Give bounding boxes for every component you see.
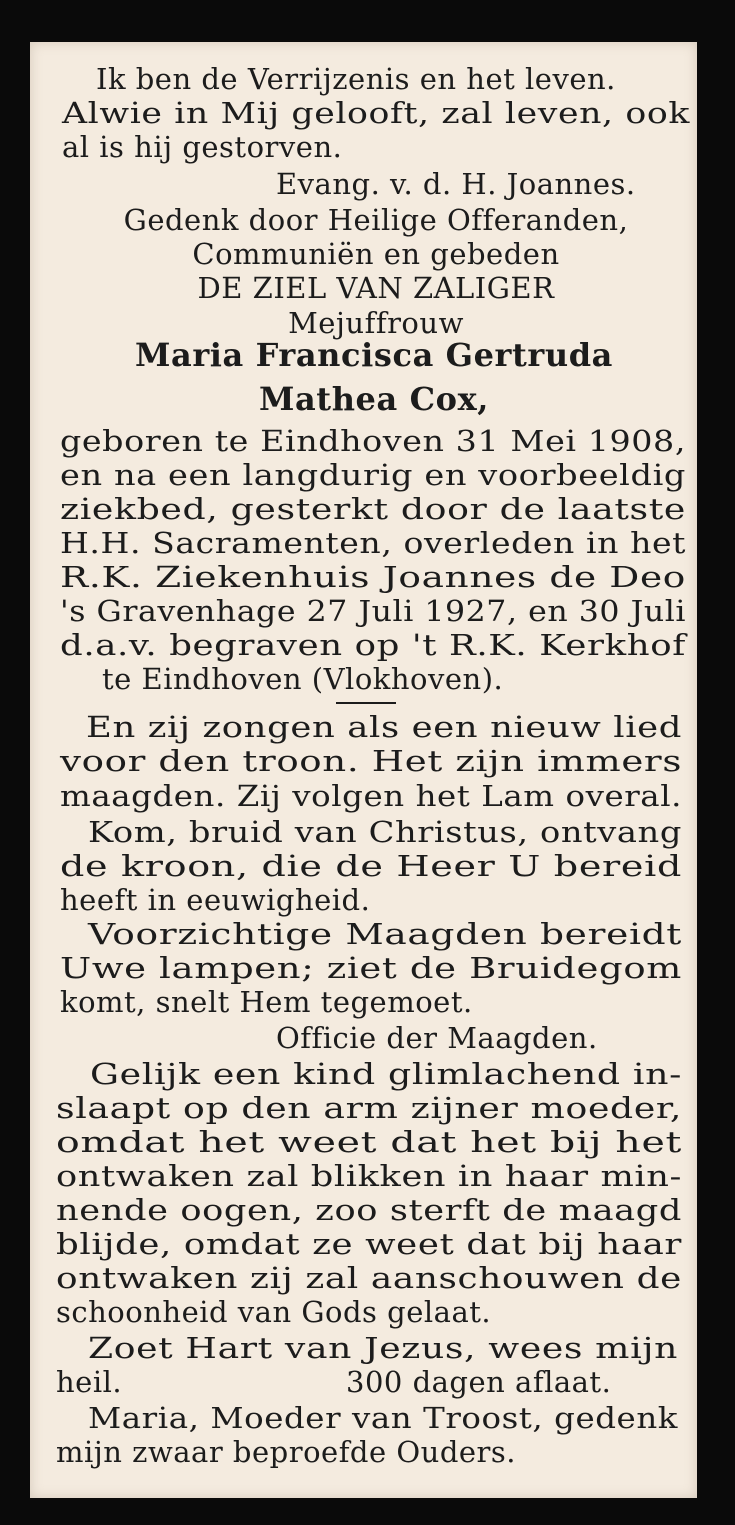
meditation-line-3: omdat het weet dat het bij het — [56, 1125, 682, 1159]
biography-line-8: te Eindhoven (Vlokhoven). — [102, 662, 504, 696]
title-mejuffrouw: Mejuffrouw — [288, 306, 464, 340]
closing-prayer-line-2: mijn zwaar beproefde Ouders. — [56, 1435, 517, 1469]
deceased-name-line-1: Maria Francisca Gertruda — [134, 336, 614, 374]
meditation-line-2: slaapt op den arm zijner moeder, — [56, 1091, 682, 1125]
verse-line-1: En zij zongen als een nieuw lied — [86, 710, 682, 744]
biography-line-4: H.H. Sacramenten, overleden in het — [60, 526, 686, 560]
memorial-card — [30, 42, 697, 1498]
closing-prayer-line-1: Maria, Moeder van Troost, gedenk — [88, 1401, 678, 1435]
scripture-line-2: Alwie in Mij gelooft, zal leven, ook — [62, 96, 690, 130]
remembrance-line-2: Communiën en gebeden — [192, 237, 560, 271]
verse-line-2: voor den troon. Het zijn immers — [60, 744, 682, 778]
meditation-line-1: Gelijk een kind glimlachend in- — [90, 1057, 682, 1091]
verse-line-6: heeft in eeuwigheid. — [60, 883, 371, 917]
soul-heading: DE ZIEL VAN ZALIGER — [197, 271, 555, 305]
biography-line-2: en na een langdurig en voorbeeldig — [60, 458, 686, 492]
meditation-line-8: schoonheid van Gods gelaat. — [56, 1295, 492, 1329]
prayer-line-2: heil. — [56, 1365, 123, 1399]
meditation-line-6: blijde, omdat ze weet dat bij haar — [56, 1227, 682, 1261]
verse-line-8: Uwe lampen; ziet de Bruidegom — [60, 951, 682, 985]
scripture-source: Evang. v. d. H. Joannes. — [276, 167, 636, 201]
verse-line-5: de kroon, die de Heer U bereid — [60, 849, 682, 883]
biography-line-6: 's Gravenhage 27 Juli 1927, en 30 Juli — [60, 594, 686, 628]
remembrance-line-1: Gedenk door Heilige Offeranden, — [123, 203, 629, 237]
section-divider — [336, 702, 396, 704]
deceased-name-line-2: Mathea Cox, — [258, 380, 490, 418]
meditation-line-5: nende oogen, zoo sterft de maagd — [56, 1193, 682, 1227]
biography-line-7: d.a.v. begraven op 't R.K. Kerkhof — [60, 628, 686, 662]
verse-line-7: Voorzichtige Maagden bereidt — [88, 917, 682, 951]
scripture-line-3: al is hij gestorven. — [62, 130, 343, 164]
verse-line-3: maagden. Zij volgen het Lam overal. — [60, 779, 682, 813]
meditation-line-7: ontwaken zij zal aanschouwen de — [56, 1261, 682, 1295]
prayer-line-1: Zoet Hart van Jezus, wees mijn — [88, 1331, 678, 1365]
verse-line-9: komt, snelt Hem tegemoet. — [60, 985, 473, 1019]
biography-line-1: geboren te Eindhoven 31 Mei 1908, — [60, 424, 686, 458]
biography-line-5: R.K. Ziekenhuis Joannes de Deo — [60, 560, 686, 594]
verse-line-4: Kom, bruid van Christus, ontvang — [88, 815, 682, 849]
indulgence-text: 300 dagen aflaat. — [346, 1365, 612, 1399]
scripture-line-1: Ik ben de Verrijzenis en het leven. — [96, 62, 616, 96]
biography-line-3: ziekbed, gesterkt door de laatste — [60, 492, 686, 526]
verse-source: Officie der Maagden. — [276, 1021, 598, 1055]
meditation-line-4: ontwaken zal blikken in haar min- — [56, 1159, 682, 1193]
